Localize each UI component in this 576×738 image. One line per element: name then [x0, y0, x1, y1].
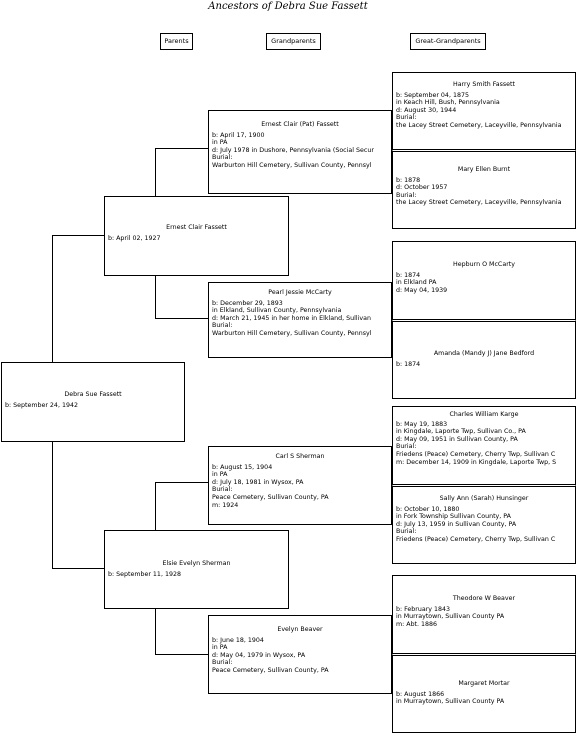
person-box-sally[interactable] — [392, 484, 576, 564]
person-detail: the Lacey Street Cemetery, Laceyville, Pennsylvania — [396, 199, 562, 207]
person-detail: b: September 04, 1875 — [396, 91, 469, 99]
connector-line — [52, 235, 53, 362]
person-detail: b: August 15, 1904 — [212, 463, 273, 471]
person-detail: d: May 04, 1939 — [396, 286, 448, 294]
connector-line — [155, 148, 208, 149]
person-detail: b: August 1866 — [396, 690, 445, 698]
person-name: Theodore W Beaver — [452, 595, 516, 602]
person-box-pearl[interactable] — [208, 282, 392, 358]
person-detail: d: August 30, 1944 — [396, 106, 457, 114]
person-detail: in Murraytown, Sullivan County PA — [396, 698, 505, 706]
header-parents: Parents — [160, 33, 193, 50]
person-detail: Burial: — [212, 486, 233, 494]
person-detail: d: October 1957 — [396, 184, 448, 192]
person-detail: Burial: — [396, 443, 417, 451]
person-box-mary[interactable] — [392, 149, 576, 229]
person-detail: in Keach Hill, Bush, Pennsylvania — [396, 99, 500, 107]
header-grandparents: Grandparents — [266, 33, 321, 50]
person-box-carl[interactable] — [208, 446, 392, 525]
person-detail: b: September 11, 1928 — [108, 570, 181, 578]
person-box-harry[interactable] — [392, 72, 576, 151]
person-detail: d: July 13, 1959 in Sullivan County, PA — [396, 520, 517, 528]
person-detail: Peace Cemetery, Sullivan County, PA — [212, 666, 329, 674]
person-detail: b: April 02, 1927 — [108, 234, 161, 242]
person-name: Evelyn Beaver — [277, 626, 323, 633]
person-name: Mary Ellen Burnt — [457, 166, 511, 173]
person-detail: in PA — [212, 139, 228, 147]
person-name: Harry Smith Fassett — [452, 81, 515, 88]
person-box-margaret[interactable] — [392, 653, 576, 733]
person-detail: b: September 24, 1942 — [5, 401, 78, 409]
person-detail: d: March 21, 1945 in her home in Elkland, Sullivan — [212, 314, 371, 322]
person-name: Amanda (Mandy J) Jane Bedford — [433, 350, 535, 357]
person-name: Ernest Clair (Pat) Fassett — [261, 121, 339, 128]
connector-line — [155, 148, 156, 196]
person-detail: b: May 19, 1883 — [396, 420, 448, 428]
person-box-charles[interactable] — [392, 406, 576, 486]
person-box-hepburn[interactable] — [392, 241, 576, 321]
person-name: Sally Ann (Sarah) Hunsinger — [439, 495, 529, 502]
connector-line — [52, 568, 104, 569]
person-box-ernest-pat[interactable] — [208, 110, 392, 194]
connector-line — [155, 318, 208, 319]
person-detail: d: July 18, 1981 in Wysox, PA — [212, 478, 304, 486]
person-detail: b: December 29, 1893 — [212, 299, 283, 307]
connector-line — [155, 482, 208, 483]
person-detail: m: Abt. 1886 — [396, 620, 438, 628]
person-detail: b: 1874 — [396, 271, 421, 279]
person-detail: m: 1924 — [212, 501, 239, 509]
connector-line — [52, 235, 104, 236]
person-name: Margaret Mortar — [458, 680, 510, 687]
person-name: Charles William Karge — [449, 411, 519, 418]
person-detail: m: December 14, 1909 in Kingdale, Laporte Twp, S — [396, 458, 557, 466]
person-detail: b: June 18, 1904 — [212, 636, 264, 644]
person-detail: the Lacey Street Cemetery, Laceyville, Pennsylvania — [396, 121, 562, 129]
person-detail: b: April 17, 1900 — [212, 131, 265, 139]
person-name: Hepburn O McCarty — [453, 261, 515, 268]
person-box-elsie[interactable] — [104, 530, 289, 609]
connector-line — [155, 275, 156, 318]
connector-line — [155, 608, 156, 654]
person-detail: b: 1878 — [396, 176, 421, 184]
person-detail: Burial: — [396, 191, 417, 199]
person-box-evelyn[interactable] — [208, 615, 392, 694]
person-detail: d: May 09, 1951 in Sullivan County, PA — [396, 435, 518, 443]
connector-line — [52, 441, 53, 569]
person-detail: b: 1874 — [396, 360, 421, 368]
person-name: Elsie Evelyn Sherman — [162, 560, 231, 567]
person-box-debra[interactable] — [1, 362, 185, 442]
person-detail: Burial: — [212, 659, 233, 667]
person-detail: d: July 1978 in Dushore, Pennsylvania (Social Secur — [212, 146, 374, 154]
person-detail: in Fork Township Sullivan County, PA — [396, 513, 511, 521]
person-detail: in Kingdale, Laporte Twp, Sullivan Co., PA — [396, 428, 526, 436]
person-detail: Burial: — [212, 322, 233, 330]
person-detail: d: May 04, 1979 in Wysox, PA — [212, 651, 306, 659]
person-detail: in PA — [212, 644, 228, 652]
person-detail: in Murraytown, Sullivan County PA — [396, 613, 505, 621]
person-detail: Burial: — [212, 154, 233, 162]
person-box-ernest-clair[interactable] — [104, 196, 289, 276]
connector-line — [155, 654, 208, 655]
person-detail: b: October 10, 1880 — [396, 505, 460, 513]
person-detail: Friedens (Peace) Cemetery, Cherry Twp, Sullivan C — [396, 535, 556, 543]
chart-title: Ancestors of Debra Sue Fassett — [208, 1, 368, 12]
person-name: Pearl Jessie McCarty — [268, 289, 332, 296]
person-detail: Peace Cemetery, Sullivan County, PA — [212, 493, 329, 501]
connector-line — [155, 482, 156, 530]
person-box-amanda[interactable] — [392, 319, 576, 399]
person-box-theodore[interactable] — [392, 575, 576, 655]
person-detail: Warburton Hill Cemetery, Sullivan County, Pennsyl — [212, 329, 372, 337]
person-name: Debra Sue Fassett — [64, 391, 122, 398]
person-name: Carl S Sherman — [275, 453, 325, 460]
person-detail: Burial: — [396, 528, 417, 536]
person-detail: Friedens (Peace) Cemetery, Cherry Twp, Sullivan C — [396, 450, 556, 458]
person-detail: b: February 1843 — [396, 605, 451, 613]
header-great-grandparents: Great-Grandparents — [410, 33, 486, 50]
person-name: Ernest Clair Fassett — [166, 224, 227, 231]
person-detail: Burial: — [396, 114, 417, 122]
person-detail: in Elkland PA — [396, 279, 437, 287]
person-detail: Warburton Hill Cemetery, Sullivan County, Pennsyl — [212, 161, 372, 169]
person-detail: in PA — [212, 471, 228, 479]
person-detail: in Elkland, Sullivan County, Pennsylvania — [212, 307, 342, 315]
